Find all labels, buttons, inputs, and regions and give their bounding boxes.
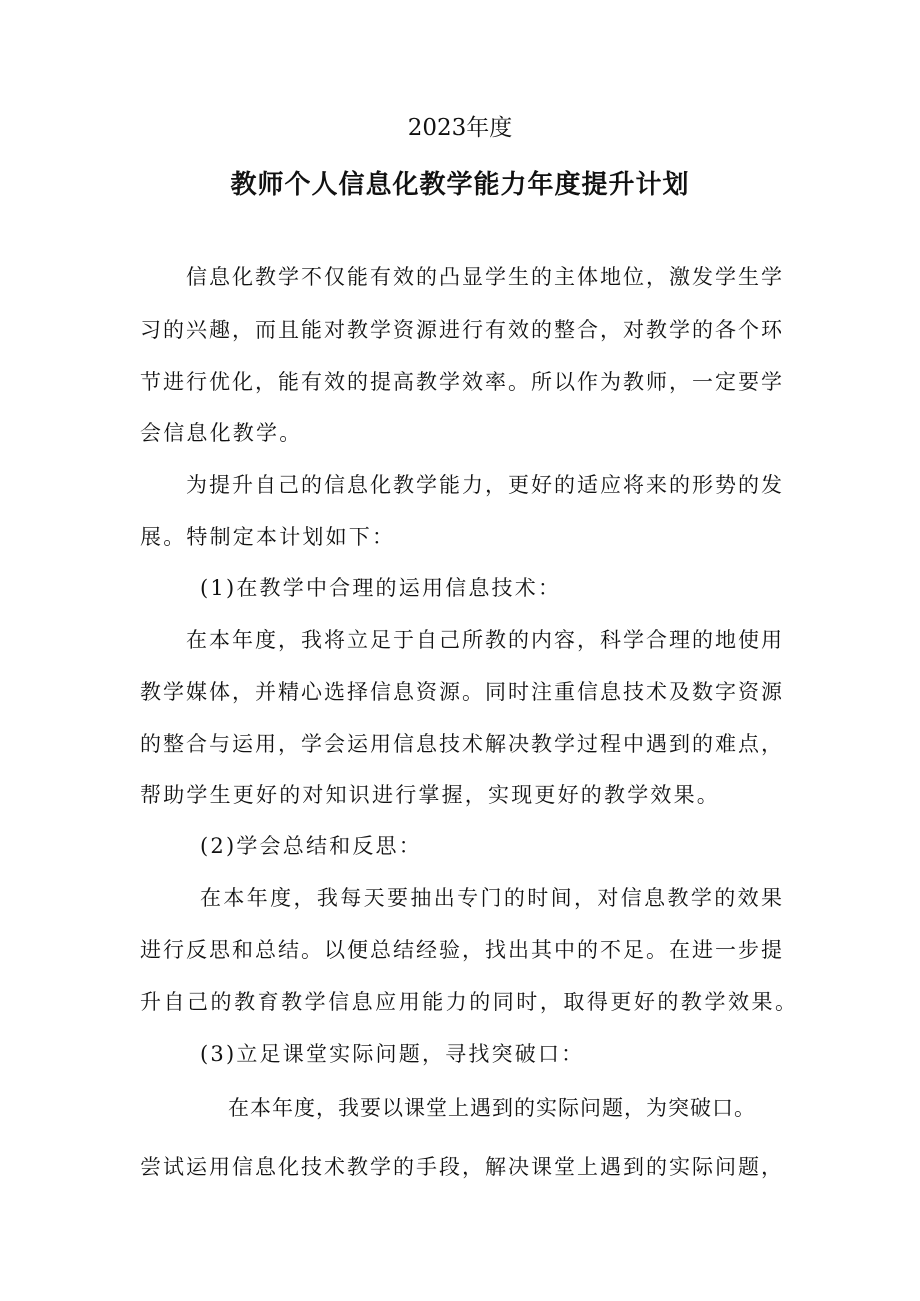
paragraph-line-11: 帮助学生更好的对知识进行掌握，实现更好的教学效果。 xyxy=(140,783,720,807)
paragraph-line-15: 升自己的教育教学信息应用能力的同时，取得更好的教学效果。 xyxy=(140,990,796,1014)
paragraph-line-14: 进行反思和总结。以便总结经验，找出其中的不足。在进一步提 xyxy=(140,938,782,962)
document-title-year: 2023年度 xyxy=(407,115,513,141)
paragraph-line-4: 会信息化教学。 xyxy=(140,421,303,445)
paragraph-line-18: 尝试运用信息化技术教学的手段，解决课堂上遇到的实际问题， xyxy=(140,1155,782,1179)
paragraph-line-8: 在本年度，我将立足于自己所教的内容，科学合理的地使用 xyxy=(186,628,782,652)
paragraph-line-17: 在本年度，我要以课堂上遇到的实际问题，为突破口。 xyxy=(228,1096,756,1120)
paragraph-line-9: 教学媒体，并精心选择信息资源。同时注重信息技术及数字资源 xyxy=(140,680,782,704)
paragraph-line-3: 节进行优化，能有效的提高教学效率。所以作为教师，一定要学 xyxy=(140,370,782,394)
paragraph-line-10: 的整合与运用，学会运用信息技术解决教学过程中遇到的难点， xyxy=(140,732,782,756)
section-heading-1: (1)在教学中合理的运用信息技术： xyxy=(200,576,562,600)
paragraph-line-13: 在本年度，我每天要抽出专门的时间，对信息教学的效果 xyxy=(200,886,782,910)
section-heading-3: (3)立足课堂实际问题，寻找突破口： xyxy=(200,1042,585,1066)
section-heading-2: (2)学会总结和反思： xyxy=(200,834,422,858)
paragraph-line-2: 习的兴趣，而且能对教学资源进行有效的整合，对教学的各个环 xyxy=(140,318,782,342)
paragraph-line-1: 信息化教学不仅能有效的凸显学生的主体地位，激发学生学 xyxy=(186,265,782,289)
paragraph-line-6: 展。特制定本计划如下： xyxy=(140,525,396,549)
paragraph-line-5: 为提升自己的信息化教学能力，更好的适应将来的形势的发 xyxy=(186,473,782,497)
document-title: 教师个人信息化教学能力年度提升计划 xyxy=(230,170,690,200)
